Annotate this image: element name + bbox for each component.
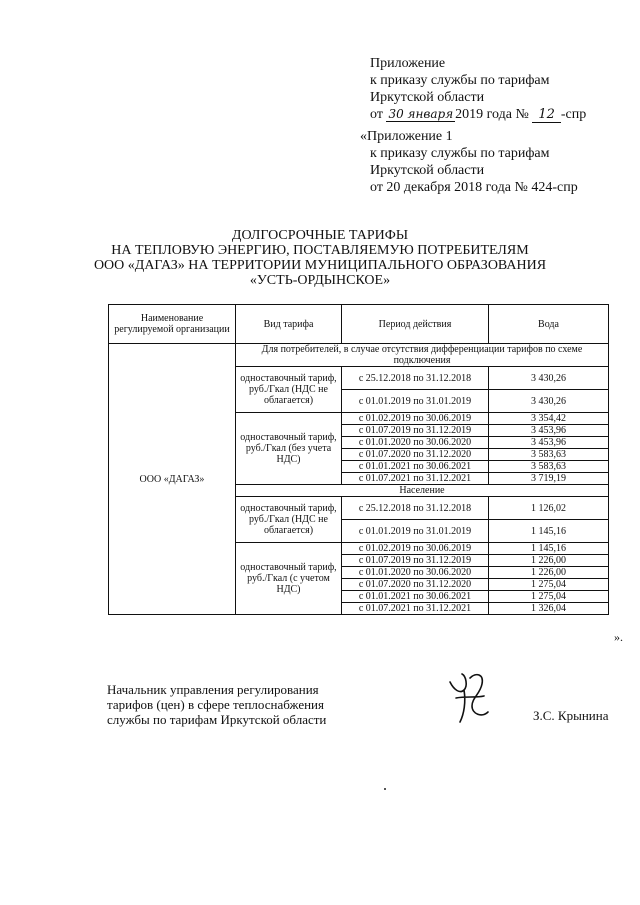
tariff-type-cell: одноставочный тариф, руб./Гкал (с учетом НДС) bbox=[236, 543, 342, 615]
section-2-label: Население bbox=[236, 485, 609, 497]
value-cell: 3 453,96 bbox=[489, 437, 609, 449]
from-word: от bbox=[370, 107, 383, 122]
tariff-table bbox=[108, 304, 609, 615]
value-cell: 1 326,04 bbox=[489, 603, 609, 615]
value-cell: 1 275,04 bbox=[489, 579, 609, 591]
signer-name: З.С. Крынина bbox=[533, 708, 609, 723]
original-order-date: от 20 декабря 2018 года № 424-спр bbox=[370, 180, 578, 195]
region: Иркутской области bbox=[370, 90, 485, 105]
period-cell: с 25.12.2018 по 31.12.2018 bbox=[342, 367, 489, 390]
section-1-label: Для потребителей, в случае отсутствия дифференциации тарифов по схеме подключения bbox=[236, 344, 609, 367]
section-row bbox=[109, 344, 609, 367]
period-cell: с 01.07.2019 по 31.12.2019 bbox=[342, 555, 489, 567]
period-cell: с 01.01.2019 по 31.01.2019 bbox=[342, 520, 489, 543]
period-cell: с 01.07.2021 по 31.12.2021 bbox=[342, 473, 489, 485]
signatory-line-2: тарифов (цен) в сфере теплоснабжения bbox=[107, 697, 324, 712]
org-name-cell: ООО «ДАГАЗ» bbox=[109, 344, 236, 615]
tariff-type-cell: одноставочный тариф, руб./Гкал (НДС не облагается) bbox=[236, 367, 342, 413]
value-cell: 1 145,16 bbox=[489, 543, 609, 555]
handwritten-number: 12 bbox=[532, 108, 561, 123]
header-tariff-type: Вид тарифа bbox=[236, 305, 342, 344]
order-ref: к приказу службы по тарифам bbox=[370, 73, 550, 88]
tariff-type-cell: одноставочный тариф, руб./Гкал (НДС не облагается) bbox=[236, 497, 342, 543]
period-cell: с 25.12.2018 по 31.12.2018 bbox=[342, 497, 489, 520]
title-line-4: «УСТЬ-ОРДЫНСКОЕ» bbox=[249, 273, 391, 288]
value-cell: 1 145,16 bbox=[489, 520, 609, 543]
signatory-line-3: службы по тарифам Иркутской области bbox=[107, 712, 327, 727]
closing-quote: ». bbox=[614, 630, 623, 644]
value-cell: 3 354,42 bbox=[489, 413, 609, 425]
value-cell: 3 453,96 bbox=[489, 425, 609, 437]
period-cell: с 01.07.2021 по 31.12.2021 bbox=[342, 603, 489, 615]
table-header-row bbox=[109, 305, 609, 344]
header-org: Наименование регулируемой организации bbox=[109, 305, 236, 344]
period-cell: с 01.02.2019 по 30.06.2019 bbox=[342, 413, 489, 425]
value-cell: 3 583,63 bbox=[489, 449, 609, 461]
period-cell: с 01.01.2021 по 30.06.2021 bbox=[342, 461, 489, 473]
original-appendix-label: «Приложение 1 bbox=[360, 129, 453, 144]
period-cell: с 01.07.2020 по 31.12.2020 bbox=[342, 449, 489, 461]
value-cell: 3 583,63 bbox=[489, 461, 609, 473]
handwritten-date: 30 января bbox=[388, 107, 454, 121]
original-region: Иркутской области bbox=[370, 163, 485, 178]
title-line-3: ООО «ДАГАЗ» НА ТЕРРИТОРИИ МУНИЦИПАЛЬНОГО ОБРАЗОВАНИЯ bbox=[93, 258, 547, 273]
period-cell: с 01.01.2019 по 31.01.2019 bbox=[342, 390, 489, 413]
period-cell: с 01.01.2020 по 30.06.2020 bbox=[342, 437, 489, 449]
value-cell: 3 430,26 bbox=[489, 390, 609, 413]
period-cell: с 01.01.2021 по 30.06.2021 bbox=[342, 591, 489, 603]
document-title bbox=[80, 228, 560, 288]
signatory-line-1: Начальник управления регулирования bbox=[107, 682, 319, 697]
tariff-type-cell: одноставочный тариф, руб./Гкал (без учета НДС) bbox=[236, 413, 342, 485]
period-cell: с 01.02.2019 по 30.06.2019 bbox=[342, 543, 489, 555]
value-cell: 1 275,04 bbox=[489, 591, 609, 603]
original-appendix-header bbox=[360, 128, 578, 196]
signatory-position bbox=[107, 682, 326, 727]
period-cell: с 01.07.2020 по 31.12.2020 bbox=[342, 579, 489, 591]
scan-speck bbox=[384, 788, 386, 790]
number-suffix: -спр bbox=[560, 107, 587, 122]
value-cell: 3 430,26 bbox=[489, 367, 609, 390]
period-cell: с 01.01.2020 по 30.06.2020 bbox=[342, 567, 489, 579]
value-cell: 3 719,19 bbox=[489, 473, 609, 485]
title-line-2: НА ТЕПЛОВУЮ ЭНЕРГИЮ, ПОСТАВЛЯЕМУЮ ПОТРЕБИТЕЛЯМ bbox=[111, 243, 529, 258]
original-order-ref: к приказу службы по тарифам bbox=[370, 146, 550, 161]
title-line-1: ДОЛГОСРОЧНЫЕ ТАРИФЫ bbox=[231, 228, 409, 243]
year-text: 2019 года № bbox=[455, 107, 529, 122]
period-cell: с 01.07.2019 по 31.12.2019 bbox=[342, 425, 489, 437]
value-cell: 1 226,00 bbox=[489, 567, 609, 579]
value-cell: 1 126,02 bbox=[489, 497, 609, 520]
appendix-label: Приложение bbox=[370, 56, 446, 71]
appendix-header bbox=[370, 55, 586, 123]
header-water: Вода bbox=[489, 305, 609, 344]
header-period: Период действия bbox=[342, 305, 489, 344]
handwritten-signature bbox=[442, 668, 494, 728]
order-date-line bbox=[370, 106, 586, 123]
value-cell: 1 226,00 bbox=[489, 555, 609, 567]
